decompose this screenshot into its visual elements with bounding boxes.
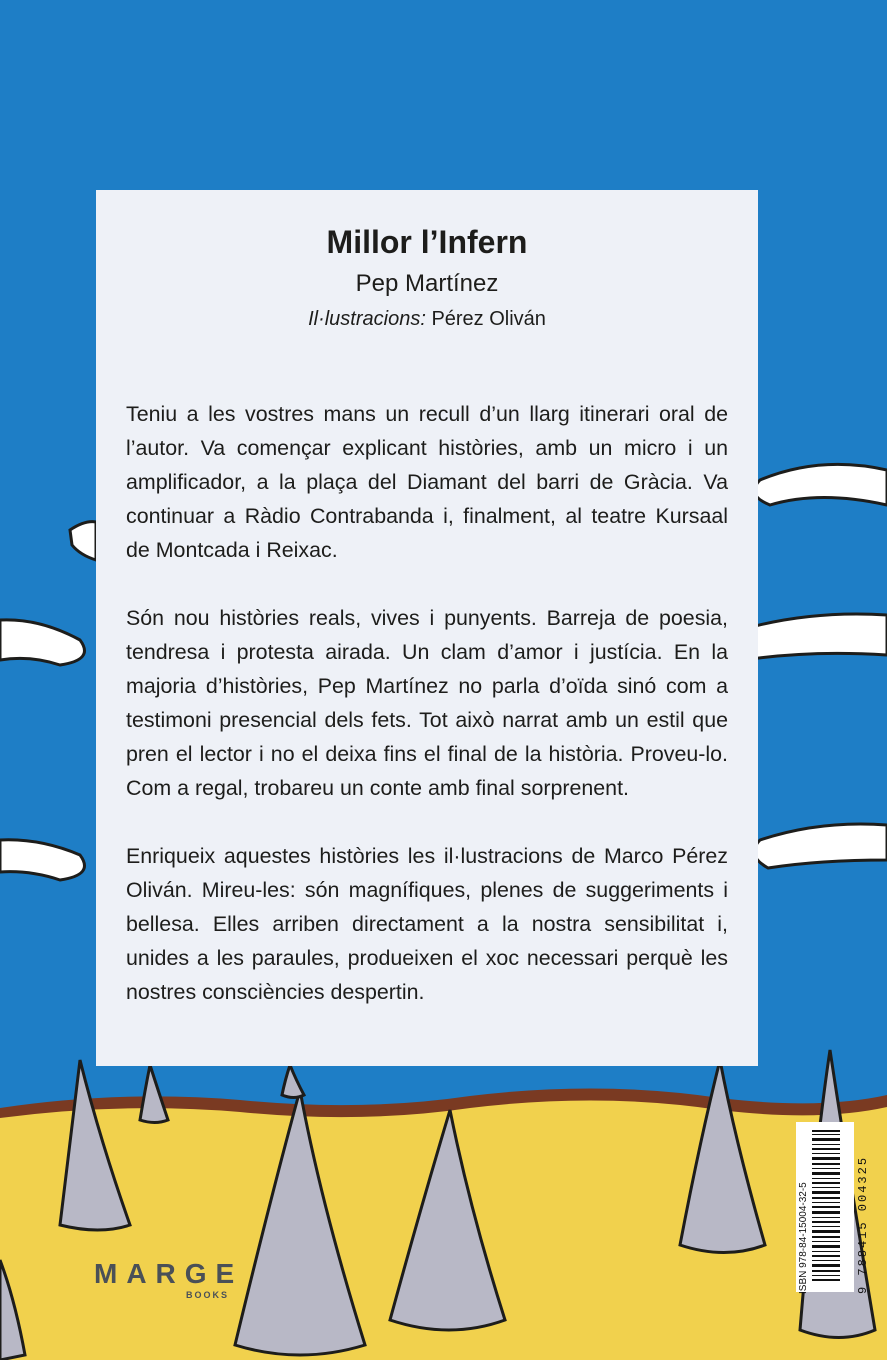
illustrator-line: [96, 308, 758, 331]
blurb-panel: [96, 190, 758, 1066]
book-title: Millor l’Infern: [326, 224, 528, 260]
isbn-number: ISBN 978-84-15004-32-5: [798, 1182, 809, 1294]
illustrator-name: Pérez Oliván: [431, 308, 546, 330]
ean-number: 9 788415 004325: [856, 1155, 870, 1294]
publisher-logo: [94, 1258, 244, 1300]
blurb-paragraph-3: Enriqueix aquestes històries les il·lustracions de Marco Pérez Oliván. Mireu-les: són magnífiques, plenes de suggeriments i bellesa. Elles arriben directament a la nostra sensibilitat i, unides a les paraules, produeixen el xoc necessari perquè les nostres consciències despertin.: [126, 844, 728, 1004]
blurb-paragraph-1: Teniu a les vostres mans un recull d’un llarg itinerari oral de l’autor. Va començar explicant històries, amb un micro i un amplificador, a la plaça del Diamant del barri de Gràcia. Va continuar a Ràdio Contrabanda i, finalment, al teatre Kursaal de Montcada i Reixac.: [126, 402, 728, 562]
illustrations-label: Il·lustracions:: [308, 308, 426, 330]
blurb-paragraph-2: Són nou històries reals, vives i punyents. Barreja de poesia, tendresa i protesta airada. Un clam d’amor i justícia. En la majoria d’històries, Pep Martínez no parla d’oïda sinó com a testimoni presencial dels fets. Tot això narrat amb un estil que pren el lector i no el deixa fins el final de la història. Proveu-lo. Com a regal, trobareu un conte amb final sorprenent.: [126, 606, 728, 800]
publisher-name: MARGE: [94, 1258, 244, 1289]
blurb-text: [126, 397, 728, 1043]
book-author: Pep Martínez: [355, 270, 499, 297]
publisher-sub: BOOKS: [186, 1290, 230, 1300]
